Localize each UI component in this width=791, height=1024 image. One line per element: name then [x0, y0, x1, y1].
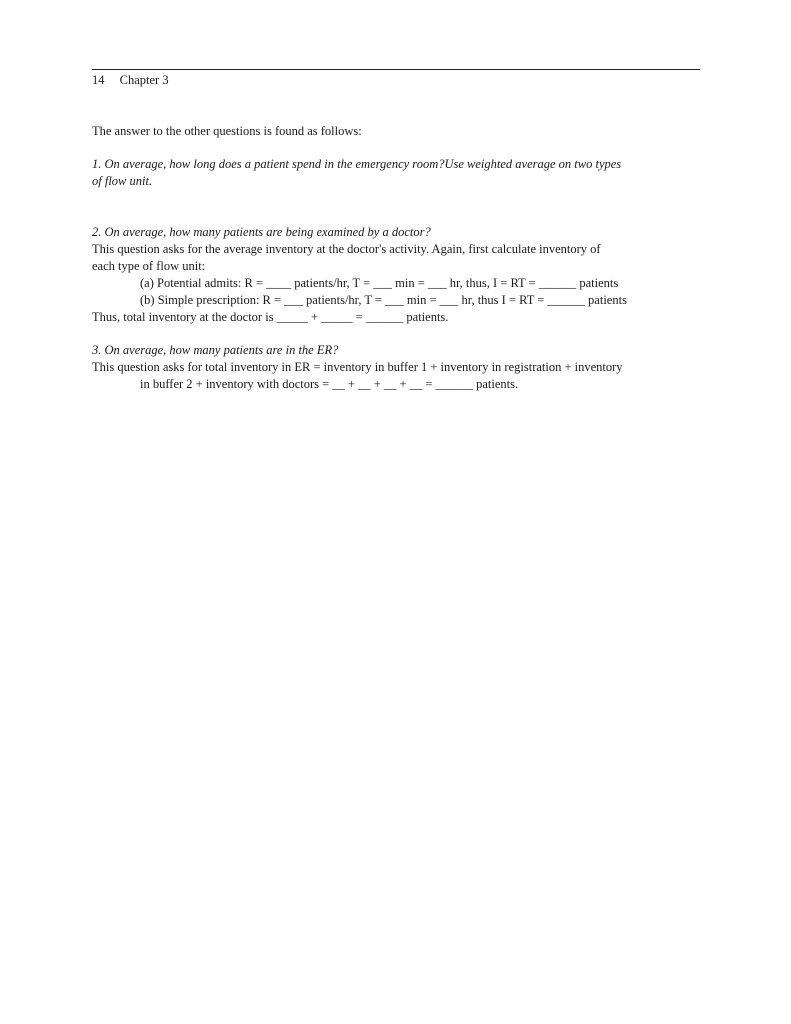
question-3-heading: 3. On average, how many patients are in the ER?	[92, 343, 339, 357]
question-2-text-line-2: each type of flow unit:	[92, 259, 206, 273]
page-number: 14	[92, 73, 105, 87]
question-3-text-line-1: This question asks for total inventory in ER = inventory in buffer 1 + inventory in registration + inventory	[92, 360, 623, 374]
question-2-heading: 2. On average, how many patients are being examined by a doctor?	[92, 225, 431, 239]
page-header	[92, 73, 169, 88]
chapter-title: Chapter 3	[119, 73, 169, 87]
header-rule	[92, 69, 700, 70]
question-1-line-1: 1. On average, how long does a patient spend in the emergency room?Use weighted average on two types	[92, 157, 622, 171]
question-3-text-line-2: in buffer 2 + inventory with doctors = __ + __ + __ + __ = ______ patients.	[140, 377, 519, 391]
question-2-total: Thus, total inventory at the doctor is _____ + _____ = ______ patients.	[92, 310, 449, 324]
question-2-item-b: (b) Simple prescription: R = ___ patients/hr, T = ___ min = ___ hr, thus I = RT = ______ patients	[140, 293, 627, 307]
question-1-line-2: of flow unit.	[92, 174, 153, 188]
question-2-item-a: (a) Potential admits: R = ____ patients/hr, T = ___ min = ___ hr, thus, I = RT = ______ patients	[140, 276, 619, 290]
question-2-text-line-1: This question asks for the average inventory at the doctor's activity. Again, first calculate inventory of	[92, 242, 601, 256]
intro-text: The answer to the other questions is found as follows:	[92, 124, 362, 138]
